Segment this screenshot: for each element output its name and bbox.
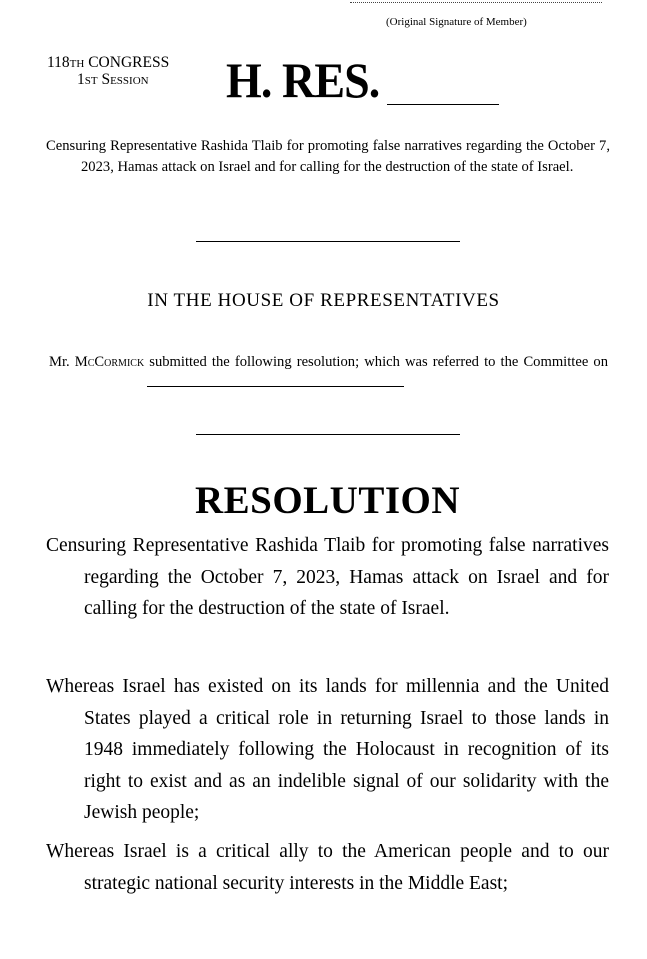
committee-blank — [147, 373, 404, 387]
signature-line — [350, 2, 602, 3]
sponsor-action: submitted the following resolution; which was referred to the Committee on — [144, 354, 608, 370]
bill-designation: H. RES. — [226, 52, 380, 108]
sponsor-statement — [49, 352, 608, 393]
congress-number: 118th — [47, 54, 85, 71]
session-line — [47, 71, 169, 88]
resolution-title: Censuring Representative Rashida Tlaib for promoting false narratives regarding the October 7, 2023, Hamas attack on Israel and for calling for the destruction of the state of Israel. — [46, 535, 609, 619]
congress-line — [47, 54, 169, 71]
divider-rule — [196, 241, 460, 242]
whereas-clause: Whereas Israel is a critical ally to the American people and to our strategic national security interests in the Middle East; — [46, 841, 609, 894]
session-number: 1st — [77, 71, 98, 88]
congress-word: CONGRESS — [84, 54, 170, 71]
divider-rule — [196, 434, 460, 435]
sponsor-name: McCormick — [74, 354, 145, 370]
resolution-summary: Censuring Representative Rashida Tlaib for promoting false narratives regarding the October 7, 2023, Hamas attack on Israel and for calling for the destruction of the state of Israel. — [46, 138, 610, 175]
sponsor-title: Mr. — [49, 354, 75, 370]
signature-caption: (Original Signature of Member) — [386, 16, 527, 28]
session-word: Session — [97, 71, 149, 88]
resolution-heading: RESOLUTION — [194, 479, 461, 522]
bill-number-blank — [387, 104, 499, 105]
whereas-clause: Whereas Israel has existed on its lands for millennia and the United States played a critical role in returning Israel to those lands in 1948 immediately following the Holocaust in recognition of its right to exist and as an indelible signal of our solidarity with the Jewish people; — [46, 676, 609, 823]
chamber-heading: IN THE HOUSE OF REPRESENTATIVES — [147, 290, 500, 311]
congress-session-block — [47, 54, 169, 88]
